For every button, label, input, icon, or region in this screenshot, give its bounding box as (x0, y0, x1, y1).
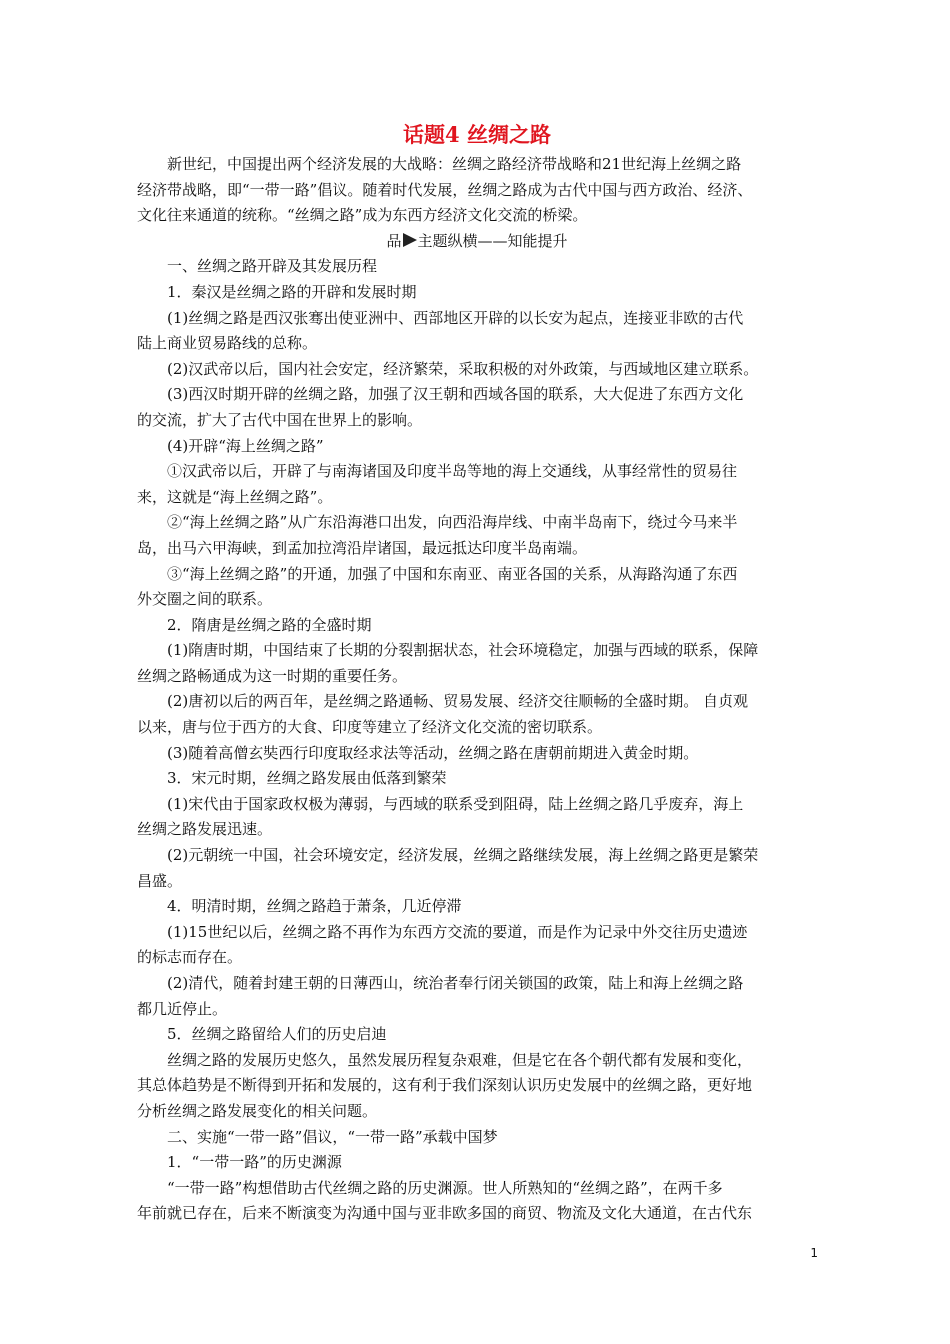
text-line: 1．“一带一路”的历史渊源 (167, 1153, 342, 1172)
text-line: 其总体趋势是不断得到开拓和发展的，这有利于我们深刻认识历史发展中的丝绸之路，更好地 (137, 1076, 753, 1095)
text-line: (1)宋代由于国家政权极为薄弱，与西域的联系受到阻碍，陆上丝绸之路几乎废弃，海上 (167, 794, 744, 813)
text-line: (4)开辟“海上丝绸之路” (167, 436, 324, 455)
text-line: (2)元朝统一中国，社会环境安定，经济发展，丝绸之路继续发展，海上丝绸之路更是繁荣 (167, 846, 759, 865)
text-line: 4．明清时期，丝绸之路趋于萧条，几近停滞 (167, 897, 462, 916)
text-line: 年前就已存在，后来不断演变为沟通中国与亚非欧多国的商贸、物流及文化大通道，在古代东 (137, 1204, 753, 1223)
text-line: 丝绸之路畅通成为这一时期的重要任务。 (137, 666, 408, 685)
play-triangle-icon (403, 233, 417, 247)
text-line: (2)唐初以后的两百年，是丝绸之路通畅、贸易发展、经济交往顺畅的全盛时期。 自贞观 (167, 692, 749, 711)
text-line: 都几近停止。 (137, 999, 228, 1018)
document-body (137, 120, 817, 1227)
text-line: 来，这就是“海上丝绸之路”。 (137, 487, 333, 506)
text-line: 丝绸之路发展迅速。 (137, 820, 273, 839)
text-line: (3)随着高僧玄奘西行印度取经求法等活动，丝绸之路在唐朝前期进入黄金时期。 (167, 743, 699, 762)
page-title: 话题4 丝绸之路 (403, 122, 551, 147)
intro-line: 文化往来通道的统称。“丝绸之路”成为东西方经济文化交流的桥梁。 (137, 206, 588, 225)
text-line: (2)清代，随着封建王朝的日薄西山，统治者奉行闭关锁国的政策，陆上和海上丝绸之路 (167, 974, 744, 992)
text-line: 5．丝绸之路留给人们的历史启迪 (167, 1025, 387, 1044)
text-line: 陆上商业贸易路线的总称。 (137, 334, 318, 353)
text-line: (1)隋唐时期，中国结束了长期的分裂割据状态，社会环境稳定，加强与西域的联系，保障 (167, 641, 759, 660)
section-banner (137, 229, 817, 255)
text-line: 2．隋唐是丝绸之路的全盛时期 (167, 615, 372, 634)
text-line: “一带一路”构想借助古代丝绸之路的历史渊源。世人所熟知的“丝绸之路”，在两千多 (167, 1178, 723, 1197)
text-line: 的交流，扩大了古代中国在世界上的影响。 (137, 410, 423, 429)
text-line: 1．秦汉是丝绸之路的开辟和发展时期 (167, 282, 417, 301)
text-line: 的标志而存在。 (137, 948, 243, 967)
text-line: 二、实施“一带一路”倡议，“一带一路”承载中国梦 (167, 1127, 498, 1146)
text-line: 分析丝绸之路发展变化的相关问题。 (137, 1101, 378, 1120)
intro-line: 经济带战略，即“一带一路”倡议。随着时代发展，丝绸之路成为古代中国与西方政治、经济、 (137, 180, 753, 199)
intro-paragraph (137, 152, 817, 229)
text-line: ③“海上丝绸之路”的开通，加强了中国和东南亚、南亚各国的关系，从海路沟通了东西 (167, 564, 738, 583)
text-line: ②“海上丝绸之路”从广东沿海港口出发，向西沿海岸线、中南半岛南下，绕过今马来半 (167, 513, 738, 532)
text-line: 外交圈之间的联系。 (137, 590, 273, 609)
intro-line: 新世纪，中国提出两个经济发展的大战略：丝绸之路经济带战略和21世纪海上丝绸之路 (167, 155, 742, 173)
banner-text: 主题纵横——知能提升 (417, 231, 568, 250)
body-text (137, 254, 817, 1227)
text-line: ①汉武帝以后，开辟了与南海诸国及印度半岛等地的海上交通线，从事经常性的贸易往 (167, 462, 738, 481)
text-line: 岛，出马六甲海峡，到孟加拉湾沿岸诸国，最远抵达印度半岛南端。 (137, 538, 588, 557)
text-line: (1)丝绸之路是西汉张骞出使亚洲中、西部地区开辟的以长安为起点，连接亚非欧的古代 (167, 308, 744, 327)
text-line: 一、丝绸之路开辟及其发展历程 (167, 257, 378, 276)
text-line: (2)汉武帝以后，国内社会安定，经济繁荣，采取积极的对外政策，与西域地区建立联系。 (167, 359, 759, 378)
text-line: (1)15世纪以后，丝绸之路不再作为东西方交流的要道，而是作为记录中外交往历史遗迹 (167, 922, 748, 941)
text-line: 以来，唐与位于西方的大食、印度等建立了经济文化交流的密切联系。 (137, 718, 603, 737)
text-line: 昌盛。 (137, 871, 183, 890)
text-line: (3)西汉时期开辟的丝绸之路，加强了汉王朝和西域各国的联系，大大促进了东西方文化 (167, 385, 744, 404)
banner-prefix: 品 (386, 231, 402, 250)
text-line: 3．宋元时期，丝绸之路发展由低落到繁荣 (167, 769, 447, 788)
text-line: 丝绸之路的发展历史悠久，虽然发展历程复杂艰难，但是它在各个朝代都有发展和变化， (167, 1050, 753, 1069)
page-number: 1 (810, 1246, 818, 1260)
